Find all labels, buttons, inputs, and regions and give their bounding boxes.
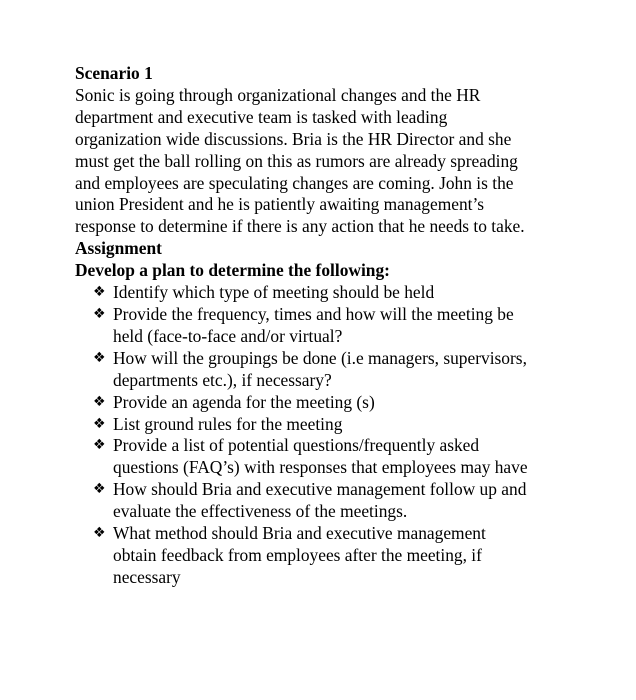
scenario-description	[75, 85, 575, 238]
plan-heading: Develop a plan to determine the following:	[75, 260, 390, 281]
list-item	[75, 435, 575, 479]
diamond-bullet-icon: ❖	[93, 393, 106, 410]
list-item	[75, 304, 575, 348]
diamond-bullet-icon: ❖	[93, 305, 106, 322]
scenario-line: and employees are speculating changes are coming. John is the	[75, 172, 514, 193]
scenario-line: Sonic is going through organizational changes and the HR	[75, 84, 481, 105]
diamond-bullet-icon: ❖	[93, 525, 106, 542]
list-item	[75, 392, 575, 414]
list-item	[75, 348, 575, 392]
list-item-line: Identify which type of meeting should be held	[113, 282, 435, 303]
diamond-bullet-icon: ❖	[93, 415, 106, 432]
list-item-line: Provide an agenda for the meeting (s)	[113, 391, 375, 412]
list-item-line: departments etc.), if necessary?	[113, 369, 332, 390]
assignment-title: Assignment	[75, 238, 162, 259]
list-item	[75, 523, 575, 589]
scenario-line: union President and he is patiently awaiting management’s	[75, 194, 485, 215]
list-item-line: evaluate the effectiveness of the meetings.	[113, 501, 408, 522]
list-item	[75, 282, 575, 304]
list-item-line: held (face-to-face and/or virtual?	[113, 325, 343, 346]
list-item-line: Provide the frequency, times and how will the meeting be	[113, 303, 514, 324]
diamond-bullet-icon: ❖	[93, 437, 106, 454]
list-item	[75, 479, 575, 523]
list-item-line: How will the groupings be done (i.e managers, supervisors,	[113, 347, 527, 368]
document-page	[75, 63, 575, 589]
scenario-title: Scenario 1	[75, 63, 153, 83]
diamond-bullet-icon: ❖	[93, 284, 106, 301]
list-item-line: Provide a list of potential questions/frequently asked	[113, 435, 480, 456]
list-item-line: questions (FAQ’s) with responses that employees may have	[113, 457, 528, 478]
diamond-bullet-icon: ❖	[93, 481, 106, 498]
list-item	[75, 414, 575, 436]
diamond-bullet-icon: ❖	[93, 349, 106, 366]
scenario-line: organization wide discussions. Bria is the HR Director and she	[75, 128, 512, 149]
list-item-line: What method should Bria and executive management	[113, 523, 486, 544]
list-item-line: obtain feedback from employees after the meeting, if	[113, 544, 482, 565]
list-item-line: List ground rules for the meeting	[113, 413, 343, 434]
list-item-line: necessary	[113, 566, 181, 587]
list-item-line: How should Bria and executive management follow up and	[113, 479, 527, 500]
requirements-list	[75, 282, 575, 589]
scenario-line: must get the ball rolling on this as rumors are already spreading	[75, 150, 518, 171]
scenario-line: response to determine if there is any action that he needs to take.	[75, 216, 525, 237]
scenario-line: department and executive team is tasked with leading	[75, 106, 448, 127]
